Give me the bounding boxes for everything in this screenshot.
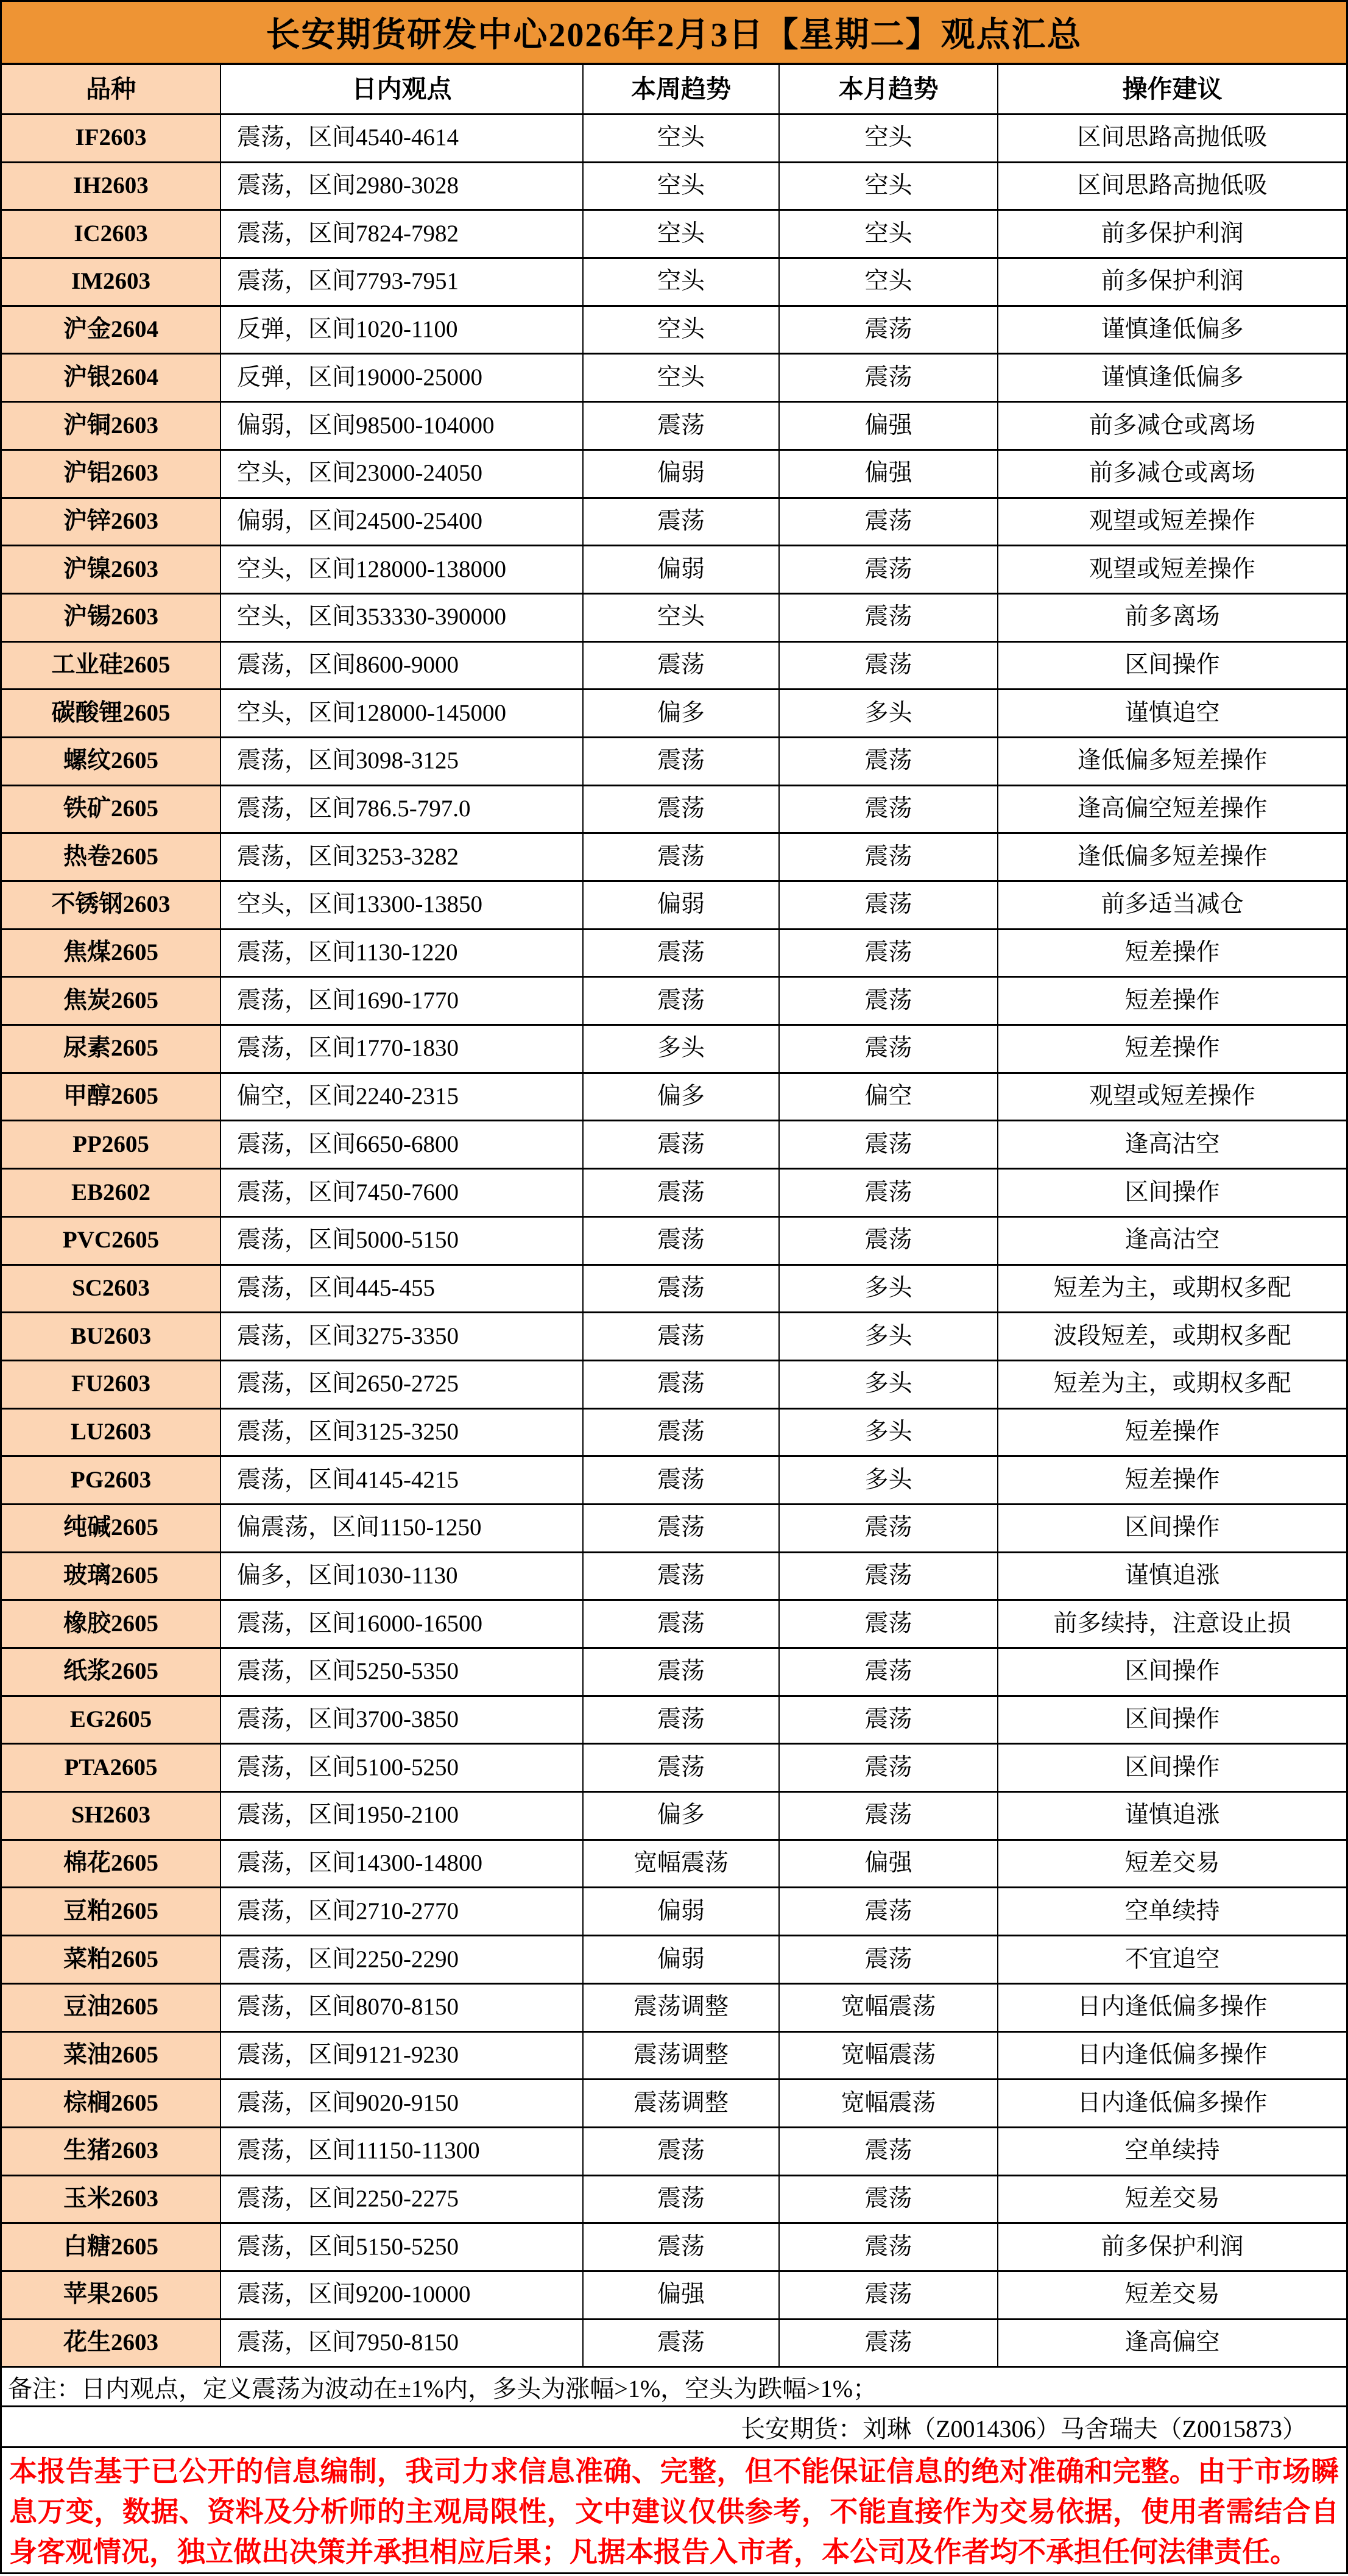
month-trend-cell: 空头 <box>780 211 998 259</box>
advice-cell: 观望或短差操作 <box>998 499 1346 547</box>
week-trend-cell: 偏强 <box>584 2272 780 2320</box>
advice-cell: 区间操作 <box>998 1505 1346 1553</box>
table-row <box>2 2128 1346 2176</box>
advice-cell: 不宜追空 <box>998 1936 1346 1985</box>
month-trend-cell: 震荡 <box>780 1601 998 1649</box>
intraday-view-cell: 震荡，区间6650-6800 <box>221 1121 584 1170</box>
advice-cell: 短差交易 <box>998 2272 1346 2320</box>
week-trend-cell: 震荡 <box>584 1266 780 1314</box>
table-row <box>2 1170 1346 1218</box>
variety-cell: EG2605 <box>2 1697 221 1745</box>
advice-cell: 空单续持 <box>998 2128 1346 2176</box>
month-trend-cell: 空头 <box>780 163 998 211</box>
month-trend-cell: 震荡 <box>780 1888 998 1936</box>
week-trend-cell: 震荡 <box>584 978 780 1026</box>
intraday-view-cell: 震荡，区间7793-7951 <box>221 259 584 307</box>
intraday-view-cell: 空头，区间128000-138000 <box>221 546 584 595</box>
table-row <box>2 1697 1346 1745</box>
variety-cell: 菜油2605 <box>2 2033 221 2081</box>
month-trend-cell: 震荡 <box>780 1936 998 1985</box>
advice-cell: 前多保护利润 <box>998 211 1346 259</box>
month-trend-cell: 震荡 <box>780 2272 998 2320</box>
variety-cell: 焦炭2605 <box>2 978 221 1026</box>
intraday-view-cell: 震荡，区间445-455 <box>221 1266 584 1314</box>
intraday-view-cell: 震荡，区间7824-7982 <box>221 211 584 259</box>
week-trend-cell: 空头 <box>584 163 780 211</box>
intraday-view-cell: 震荡，区间2250-2290 <box>221 1936 584 1985</box>
intraday-view-cell: 震荡，区间2710-2770 <box>221 1888 584 1936</box>
week-trend-cell: 震荡 <box>584 738 780 786</box>
month-trend-cell: 偏强 <box>780 451 998 499</box>
week-trend-cell: 震荡 <box>584 403 780 451</box>
variety-cell: PVC2605 <box>2 1218 221 1266</box>
week-trend-cell: 震荡 <box>584 1170 780 1218</box>
variety-cell: SH2603 <box>2 1793 221 1841</box>
variety-cell: 螺纹2605 <box>2 738 221 786</box>
week-trend-cell: 震荡 <box>584 2176 780 2225</box>
week-trend-cell: 震荡 <box>584 499 780 547</box>
variety-cell: IM2603 <box>2 259 221 307</box>
week-trend-cell: 震荡 <box>584 1553 780 1601</box>
week-trend-cell: 震荡 <box>584 2128 780 2176</box>
disclaimer-text: 本报告基于已公开的信息编制，我司力求信息准确、完整，但不能保证信息的绝对准确和完整。由于市场瞬息万变，数据、资料及分析师的主观局限性，文中建议仅供参考，不能直接作为交易依据，使用者需结合自身客观情况，独立做出决策并承担相应后果；凡据本报告入市者，本公司及作者均不承担任何法律责任。 <box>9 2456 1339 2568</box>
table-row <box>2 2033 1346 2081</box>
table-row <box>2 595 1346 643</box>
intraday-view-cell: 震荡，区间2650-2725 <box>221 1361 584 1410</box>
intraday-view-cell: 反弹，区间19000-25000 <box>221 355 584 403</box>
table-row <box>2 1410 1346 1458</box>
table-row <box>2 930 1346 978</box>
month-trend-cell: 宽幅震荡 <box>780 2080 998 2128</box>
intraday-view-cell: 震荡，区间3098-3125 <box>221 738 584 786</box>
intraday-view-cell: 震荡，区间16000-16500 <box>221 1601 584 1649</box>
month-trend-cell: 震荡 <box>780 1170 998 1218</box>
table-row <box>2 1074 1346 1122</box>
month-trend-cell: 多头 <box>780 1361 998 1410</box>
intraday-view-cell: 震荡，区间1130-1220 <box>221 930 584 978</box>
week-trend-cell: 偏弱 <box>584 546 780 595</box>
variety-cell: 橡胶2605 <box>2 1601 221 1649</box>
advice-cell: 波段短差，或期权多配 <box>998 1313 1346 1361</box>
advice-cell: 观望或短差操作 <box>998 546 1346 595</box>
intraday-view-cell: 偏空，区间2240-2315 <box>221 1074 584 1122</box>
advice-cell: 短差为主，或期权多配 <box>998 1266 1346 1314</box>
table-row <box>2 307 1346 355</box>
month-trend-cell: 震荡 <box>780 1793 998 1841</box>
advice-cell: 区间操作 <box>998 1745 1346 1793</box>
month-trend-cell: 震荡 <box>780 355 998 403</box>
advice-cell: 观望或短差操作 <box>998 1074 1346 1122</box>
variety-cell: 甲醇2605 <box>2 1074 221 1122</box>
intraday-view-cell: 空头，区间13300-13850 <box>221 882 584 930</box>
intraday-view-cell: 震荡，区间5000-5150 <box>221 1218 584 1266</box>
variety-cell: IC2603 <box>2 211 221 259</box>
variety-cell: 铁矿2605 <box>2 786 221 835</box>
table-row <box>2 1936 1346 1985</box>
table-row <box>2 1601 1346 1649</box>
intraday-view-cell: 震荡，区间9200-10000 <box>221 2272 584 2320</box>
month-trend-cell: 震荡 <box>780 1697 998 1745</box>
month-trend-cell: 多头 <box>780 1266 998 1314</box>
week-trend-cell: 震荡调整 <box>584 2080 780 2128</box>
variety-cell: 白糖2605 <box>2 2224 221 2272</box>
advice-cell: 谨慎追涨 <box>998 1553 1346 1601</box>
intraday-view-cell: 震荡，区间3275-3350 <box>221 1313 584 1361</box>
variety-cell: 豆油2605 <box>2 1985 221 2033</box>
month-trend-cell: 偏强 <box>780 403 998 451</box>
variety-cell: 豆粕2605 <box>2 1888 221 1936</box>
advice-cell: 前多离场 <box>998 595 1346 643</box>
table-row <box>2 403 1346 451</box>
variety-cell: 尿素2605 <box>2 1026 221 1074</box>
variety-cell: 工业硅2605 <box>2 643 221 691</box>
week-trend-cell: 空头 <box>584 115 780 163</box>
month-trend-cell: 多头 <box>780 1313 998 1361</box>
intraday-view-cell: 震荡，区间3253-3282 <box>221 834 584 882</box>
header-variety: 品种 <box>2 65 221 115</box>
variety-cell: FU2603 <box>2 1361 221 1410</box>
variety-cell: 生猪2603 <box>2 2128 221 2176</box>
variety-cell: 沪金2604 <box>2 307 221 355</box>
week-trend-cell: 震荡 <box>584 1457 780 1505</box>
analyst-signature: 长安期货：刘琳（Z0014306）马舍瑞夫（Z0015873） <box>2 2407 1346 2448</box>
advice-cell: 逢低偏多短差操作 <box>998 834 1346 882</box>
month-trend-cell: 震荡 <box>780 307 998 355</box>
month-trend-cell: 震荡 <box>780 2176 998 2225</box>
month-trend-cell: 震荡 <box>780 2224 998 2272</box>
intraday-view-cell: 震荡，区间786.5-797.0 <box>221 786 584 835</box>
advice-cell: 逢高沽空 <box>998 1218 1346 1266</box>
month-trend-cell: 偏空 <box>780 1074 998 1122</box>
variety-cell: PG2603 <box>2 1457 221 1505</box>
variety-cell: 花生2603 <box>2 2320 221 2368</box>
variety-cell: LU2603 <box>2 1410 221 1458</box>
intraday-view-cell: 震荡，区间5100-5250 <box>221 1745 584 1793</box>
advice-cell: 前多适当减仓 <box>998 882 1346 930</box>
variety-cell: BU2603 <box>2 1313 221 1361</box>
table-row <box>2 1888 1346 1936</box>
advice-cell: 前多减仓或离场 <box>998 451 1346 499</box>
week-trend-cell: 多头 <box>584 1026 780 1074</box>
intraday-view-cell: 震荡，区间7950-8150 <box>221 2320 584 2368</box>
intraday-view-cell: 空头，区间23000-24050 <box>221 451 584 499</box>
table-row <box>2 1457 1346 1505</box>
week-trend-cell: 震荡 <box>584 1745 780 1793</box>
month-trend-cell: 震荡 <box>780 546 998 595</box>
table-row <box>2 2080 1346 2128</box>
month-trend-cell: 震荡 <box>780 499 998 547</box>
month-trend-cell: 震荡 <box>780 834 998 882</box>
table-row <box>2 163 1346 211</box>
page-title: 长安期货研发中心2026年2月3日【星期二】观点汇总 <box>2 2 1346 65</box>
table-row <box>2 1026 1346 1074</box>
week-trend-cell: 偏弱 <box>584 882 780 930</box>
week-trend-cell: 震荡 <box>584 1410 780 1458</box>
week-trend-cell: 偏弱 <box>584 451 780 499</box>
variety-cell: IF2603 <box>2 115 221 163</box>
week-trend-cell: 震荡 <box>584 2320 780 2368</box>
advice-cell: 前多保护利润 <box>998 259 1346 307</box>
week-trend-cell: 震荡 <box>584 643 780 691</box>
variety-cell: PP2605 <box>2 1121 221 1170</box>
week-trend-cell: 震荡 <box>584 1505 780 1553</box>
table-row <box>2 1505 1346 1553</box>
table-row <box>2 2224 1346 2272</box>
variety-cell: PTA2605 <box>2 1745 221 1793</box>
table-row <box>2 2272 1346 2320</box>
advice-cell: 逢高沽空 <box>998 1121 1346 1170</box>
advice-cell: 谨慎追涨 <box>998 1793 1346 1841</box>
advice-cell: 短差交易 <box>998 1841 1346 1889</box>
advice-cell: 短差操作 <box>998 1026 1346 1074</box>
header-intraday-view: 日内观点 <box>221 65 584 115</box>
intraday-view-cell: 震荡，区间3700-3850 <box>221 1697 584 1745</box>
advice-cell: 前多保护利润 <box>998 2224 1346 2272</box>
month-trend-cell: 震荡 <box>780 2320 998 2368</box>
variety-cell: 玻璃2605 <box>2 1553 221 1601</box>
month-trend-cell: 震荡 <box>780 643 998 691</box>
table-row <box>2 738 1346 786</box>
week-trend-cell: 偏多 <box>584 1793 780 1841</box>
table-row <box>2 115 1346 163</box>
table-row <box>2 1841 1346 1889</box>
advice-cell: 短差操作 <box>998 978 1346 1026</box>
intraday-view-cell: 震荡，区间9020-9150 <box>221 2080 584 2128</box>
week-trend-cell: 震荡 <box>584 1218 780 1266</box>
week-trend-cell: 震荡调整 <box>584 1985 780 2033</box>
week-trend-cell: 偏多 <box>584 690 780 738</box>
intraday-view-cell: 震荡，区间1770-1830 <box>221 1026 584 1074</box>
variety-cell: 沪铝2603 <box>2 451 221 499</box>
table-body <box>2 115 1346 2368</box>
variety-cell: 热卷2605 <box>2 834 221 882</box>
intraday-view-cell: 震荡，区间8070-8150 <box>221 1985 584 2033</box>
week-trend-cell: 偏多 <box>584 1074 780 1122</box>
month-trend-cell: 空头 <box>780 115 998 163</box>
disclaimer-box <box>2 2448 1346 2576</box>
week-trend-cell: 震荡 <box>584 1361 780 1410</box>
variety-cell: 沪锡2603 <box>2 595 221 643</box>
variety-cell: IH2603 <box>2 163 221 211</box>
intraday-view-cell: 震荡，区间5250-5350 <box>221 1649 584 1697</box>
week-trend-cell: 空头 <box>584 211 780 259</box>
variety-cell: 沪镍2603 <box>2 546 221 595</box>
table-row <box>2 1218 1346 1266</box>
variety-cell: 棉花2605 <box>2 1841 221 1889</box>
month-trend-cell: 震荡 <box>780 882 998 930</box>
variety-cell: 菜粕2605 <box>2 1936 221 1985</box>
intraday-view-cell: 震荡，区间4145-4215 <box>221 1457 584 1505</box>
month-trend-cell: 震荡 <box>780 1218 998 1266</box>
month-trend-cell: 多头 <box>780 1410 998 1458</box>
intraday-view-cell: 震荡，区间2250-2275 <box>221 2176 584 2225</box>
intraday-view-cell: 震荡，区间1690-1770 <box>221 978 584 1026</box>
month-trend-cell: 震荡 <box>780 1505 998 1553</box>
table-row <box>2 1553 1346 1601</box>
week-trend-cell: 震荡 <box>584 786 780 835</box>
week-trend-cell: 震荡 <box>584 930 780 978</box>
advice-cell: 短差操作 <box>998 1457 1346 1505</box>
month-trend-cell: 震荡 <box>780 2128 998 2176</box>
intraday-view-cell: 震荡，区间8600-9000 <box>221 643 584 691</box>
month-trend-cell: 震荡 <box>780 930 998 978</box>
month-trend-cell: 多头 <box>780 690 998 738</box>
table-row <box>2 499 1346 547</box>
advice-cell: 谨慎追空 <box>998 690 1346 738</box>
table-row <box>2 1121 1346 1170</box>
advice-cell: 日内逢低偏多操作 <box>998 2033 1346 2081</box>
intraday-view-cell: 空头，区间353330-390000 <box>221 595 584 643</box>
intraday-view-cell: 震荡，区间7450-7600 <box>221 1170 584 1218</box>
advice-cell: 短差操作 <box>998 1410 1346 1458</box>
header-week-trend: 本周趋势 <box>584 65 780 115</box>
variety-cell: 纸浆2605 <box>2 1649 221 1697</box>
month-trend-cell: 震荡 <box>780 1745 998 1793</box>
week-trend-cell: 宽幅震荡 <box>584 1841 780 1889</box>
advice-cell: 短差交易 <box>998 2176 1346 2225</box>
table-row <box>2 690 1346 738</box>
month-trend-cell: 宽幅震荡 <box>780 2033 998 2081</box>
week-trend-cell: 震荡 <box>584 1697 780 1745</box>
table-row <box>2 834 1346 882</box>
advice-cell: 区间操作 <box>998 1649 1346 1697</box>
month-trend-cell: 震荡 <box>780 1121 998 1170</box>
remark-note: 备注：日内观点，定义震荡为波动在±1%内，多头为涨幅>1%，空头为跌幅>1%； <box>2 2368 1346 2407</box>
week-trend-cell: 空头 <box>584 355 780 403</box>
intraday-view-cell: 震荡，区间2980-3028 <box>221 163 584 211</box>
variety-cell: EB2602 <box>2 1170 221 1218</box>
header-month-trend: 本月趋势 <box>780 65 998 115</box>
advice-cell: 区间思路高抛低吸 <box>998 163 1346 211</box>
week-trend-cell: 震荡 <box>584 834 780 882</box>
table-header-row <box>2 65 1346 115</box>
week-trend-cell: 震荡 <box>584 1649 780 1697</box>
intraday-view-cell: 空头，区间128000-145000 <box>221 690 584 738</box>
advice-cell: 前多续持，注意设止损 <box>998 1601 1346 1649</box>
advice-cell: 日内逢低偏多操作 <box>998 2080 1346 2128</box>
advice-cell: 逢高偏空短差操作 <box>998 786 1346 835</box>
variety-cell: 纯碱2605 <box>2 1505 221 1553</box>
advice-cell: 区间操作 <box>998 643 1346 691</box>
month-trend-cell: 偏强 <box>780 1841 998 1889</box>
advice-cell: 空单续持 <box>998 1888 1346 1936</box>
month-trend-cell: 宽幅震荡 <box>780 1985 998 2033</box>
week-trend-cell: 震荡调整 <box>584 2033 780 2081</box>
advice-cell: 谨慎逢低偏多 <box>998 307 1346 355</box>
advice-cell: 区间操作 <box>998 1170 1346 1218</box>
week-trend-cell: 震荡 <box>584 1601 780 1649</box>
table-row <box>2 1361 1346 1410</box>
month-trend-cell: 震荡 <box>780 1649 998 1697</box>
table-row <box>2 2176 1346 2225</box>
table-row <box>2 259 1346 307</box>
header-advice: 操作建议 <box>998 65 1346 115</box>
month-trend-cell: 震荡 <box>780 786 998 835</box>
intraday-view-cell: 震荡，区间4540-4614 <box>221 115 584 163</box>
intraday-view-cell: 震荡，区间9121-9230 <box>221 2033 584 2081</box>
intraday-view-cell: 反弹，区间1020-1100 <box>221 307 584 355</box>
month-trend-cell: 震荡 <box>780 738 998 786</box>
week-trend-cell: 偏弱 <box>584 1936 780 1985</box>
intraday-view-cell: 震荡，区间11150-11300 <box>221 2128 584 2176</box>
advice-cell: 短差为主，或期权多配 <box>998 1361 1346 1410</box>
table-row <box>2 786 1346 835</box>
week-trend-cell: 空头 <box>584 259 780 307</box>
advice-cell: 日内逢低偏多操作 <box>998 1985 1346 2033</box>
advice-cell: 区间操作 <box>998 1697 1346 1745</box>
month-trend-cell: 空头 <box>780 259 998 307</box>
table-row <box>2 211 1346 259</box>
table-row <box>2 1793 1346 1841</box>
week-trend-cell: 偏弱 <box>584 1888 780 1936</box>
month-trend-cell: 震荡 <box>780 1553 998 1601</box>
advice-cell: 前多减仓或离场 <box>998 403 1346 451</box>
intraday-view-cell: 震荡，区间1950-2100 <box>221 1793 584 1841</box>
week-trend-cell: 震荡 <box>584 1121 780 1170</box>
week-trend-cell: 空头 <box>584 595 780 643</box>
advice-cell: 短差操作 <box>998 930 1346 978</box>
advice-cell: 逢低偏多短差操作 <box>998 738 1346 786</box>
month-trend-cell: 多头 <box>780 1457 998 1505</box>
variety-cell: 沪银2604 <box>2 355 221 403</box>
table-row <box>2 1313 1346 1361</box>
table-row <box>2 2320 1346 2368</box>
variety-cell: 沪锌2603 <box>2 499 221 547</box>
variety-cell: 碳酸锂2605 <box>2 690 221 738</box>
variety-cell: 玉米2603 <box>2 2176 221 2225</box>
table-row <box>2 643 1346 691</box>
intraday-view-cell: 震荡，区间14300-14800 <box>221 1841 584 1889</box>
advice-cell: 谨慎逢低偏多 <box>998 355 1346 403</box>
table-row <box>2 978 1346 1026</box>
variety-cell: 苹果2605 <box>2 2272 221 2320</box>
intraday-view-cell: 震荡，区间3125-3250 <box>221 1410 584 1458</box>
intraday-view-cell: 偏弱，区间24500-25400 <box>221 499 584 547</box>
table-row <box>2 1985 1346 2033</box>
intraday-view-cell: 偏震荡，区间1150-1250 <box>221 1505 584 1553</box>
week-trend-cell: 震荡 <box>584 1313 780 1361</box>
variety-cell: SC2603 <box>2 1266 221 1314</box>
variety-cell: 沪铜2603 <box>2 403 221 451</box>
advice-cell: 逢高偏空 <box>998 2320 1346 2368</box>
intraday-view-cell: 震荡，区间5150-5250 <box>221 2224 584 2272</box>
month-trend-cell: 震荡 <box>780 978 998 1026</box>
advice-cell: 区间思路高抛低吸 <box>998 115 1346 163</box>
month-trend-cell: 震荡 <box>780 1026 998 1074</box>
week-trend-cell: 震荡 <box>584 2224 780 2272</box>
week-trend-cell: 空头 <box>584 307 780 355</box>
table-row <box>2 1649 1346 1697</box>
table-row <box>2 451 1346 499</box>
table-row <box>2 1745 1346 1793</box>
variety-cell: 不锈钢2603 <box>2 882 221 930</box>
table-row <box>2 1266 1346 1314</box>
table-row <box>2 882 1346 930</box>
month-trend-cell: 震荡 <box>780 595 998 643</box>
variety-cell: 焦煤2605 <box>2 930 221 978</box>
variety-cell: 棕榈2605 <box>2 2080 221 2128</box>
table-row <box>2 546 1346 595</box>
table-row <box>2 355 1346 403</box>
intraday-view-cell: 偏弱，区间98500-104000 <box>221 403 584 451</box>
intraday-view-cell: 偏多，区间1030-1130 <box>221 1553 584 1601</box>
